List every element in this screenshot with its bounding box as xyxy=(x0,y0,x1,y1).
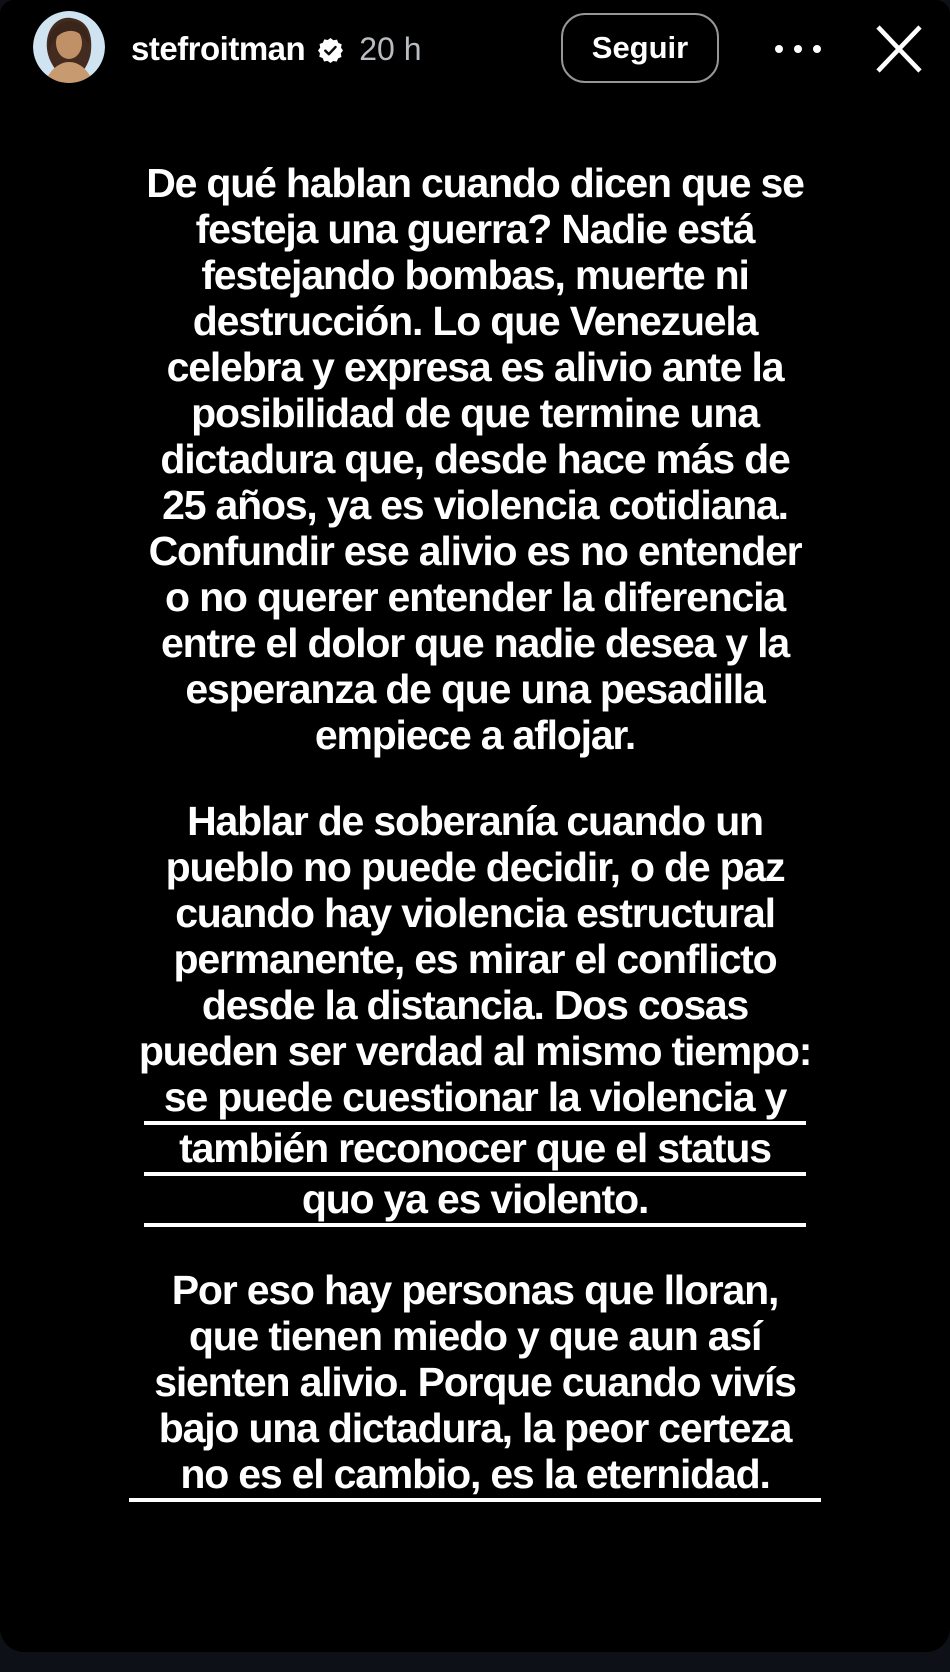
story-line: Hablar de soberanía cuando un xyxy=(187,798,763,844)
story-line: sienten alivio. Porque cuando vivís xyxy=(154,1359,796,1405)
timestamp: 20 h xyxy=(359,30,422,67)
story-line: no es el cambio, es la eternidad. xyxy=(129,1451,821,1502)
story-line: destrucción. Lo que Venezuela xyxy=(192,298,758,344)
story-line: permanente, es mirar el conflicto xyxy=(173,936,777,982)
story-line: pueden ser verdad al mismo tiempo: xyxy=(138,1028,812,1074)
story-line: posibilidad de que termine una xyxy=(191,390,759,436)
verified-badge-icon xyxy=(318,38,343,63)
avatar[interactable] xyxy=(33,11,105,83)
story-header xyxy=(0,0,950,98)
story-line: Por eso hay personas que lloran, xyxy=(171,1267,779,1313)
story-line: se puede cuestionar la violencia y xyxy=(144,1074,806,1125)
story-paragraph xyxy=(85,1267,865,1502)
avatar-photo xyxy=(33,11,105,83)
story-line: desde la distancia. Dos cosas xyxy=(201,982,749,1028)
story-line: Confundir ese alivio es no entender xyxy=(148,528,802,574)
story-line: esperanza de que una pesadilla xyxy=(185,666,765,712)
story-line: entre el dolor que nadie desea y la xyxy=(161,620,789,666)
story-line: celebra y expresa es alivio ante la xyxy=(166,344,784,390)
story-line: 25 años, ya es violencia cotidiana. xyxy=(162,482,788,528)
follow-button[interactable]: Seguir xyxy=(561,13,719,83)
more-options-icon xyxy=(794,45,802,53)
story-line: pueblo no puede decidir, o de paz xyxy=(165,844,785,890)
close-icon xyxy=(878,27,920,71)
more-options-icon xyxy=(775,45,783,53)
story-line: bajo una dictadura, la peor certeza xyxy=(158,1405,792,1451)
story-line: también reconocer que el status xyxy=(144,1125,806,1176)
more-options-button[interactable] xyxy=(773,33,823,65)
story-line: dictadura que, desde hace más de xyxy=(160,436,790,482)
story-line: festeja una guerra? Nadie está xyxy=(195,206,755,252)
name-group xyxy=(131,30,421,68)
close-button[interactable] xyxy=(875,24,923,74)
story-line: cuando hay violencia estructural xyxy=(175,890,775,936)
story-line: De qué hablan cuando dicen que se xyxy=(146,160,804,206)
story-line: quo ya es violento. xyxy=(144,1176,806,1227)
story-paragraph xyxy=(85,160,865,758)
story-text xyxy=(85,160,865,1502)
story-line: que tienen miedo y que aun así xyxy=(188,1313,762,1359)
username[interactable]: stefroitman xyxy=(131,30,306,67)
story-line: o no querer entender la diferencia xyxy=(165,574,785,620)
story-line: festejando bombas, muerte ni xyxy=(201,252,749,298)
story-line: empiece a aflojar. xyxy=(314,712,636,758)
more-options-icon xyxy=(813,45,821,53)
story-paragraph xyxy=(85,798,865,1227)
